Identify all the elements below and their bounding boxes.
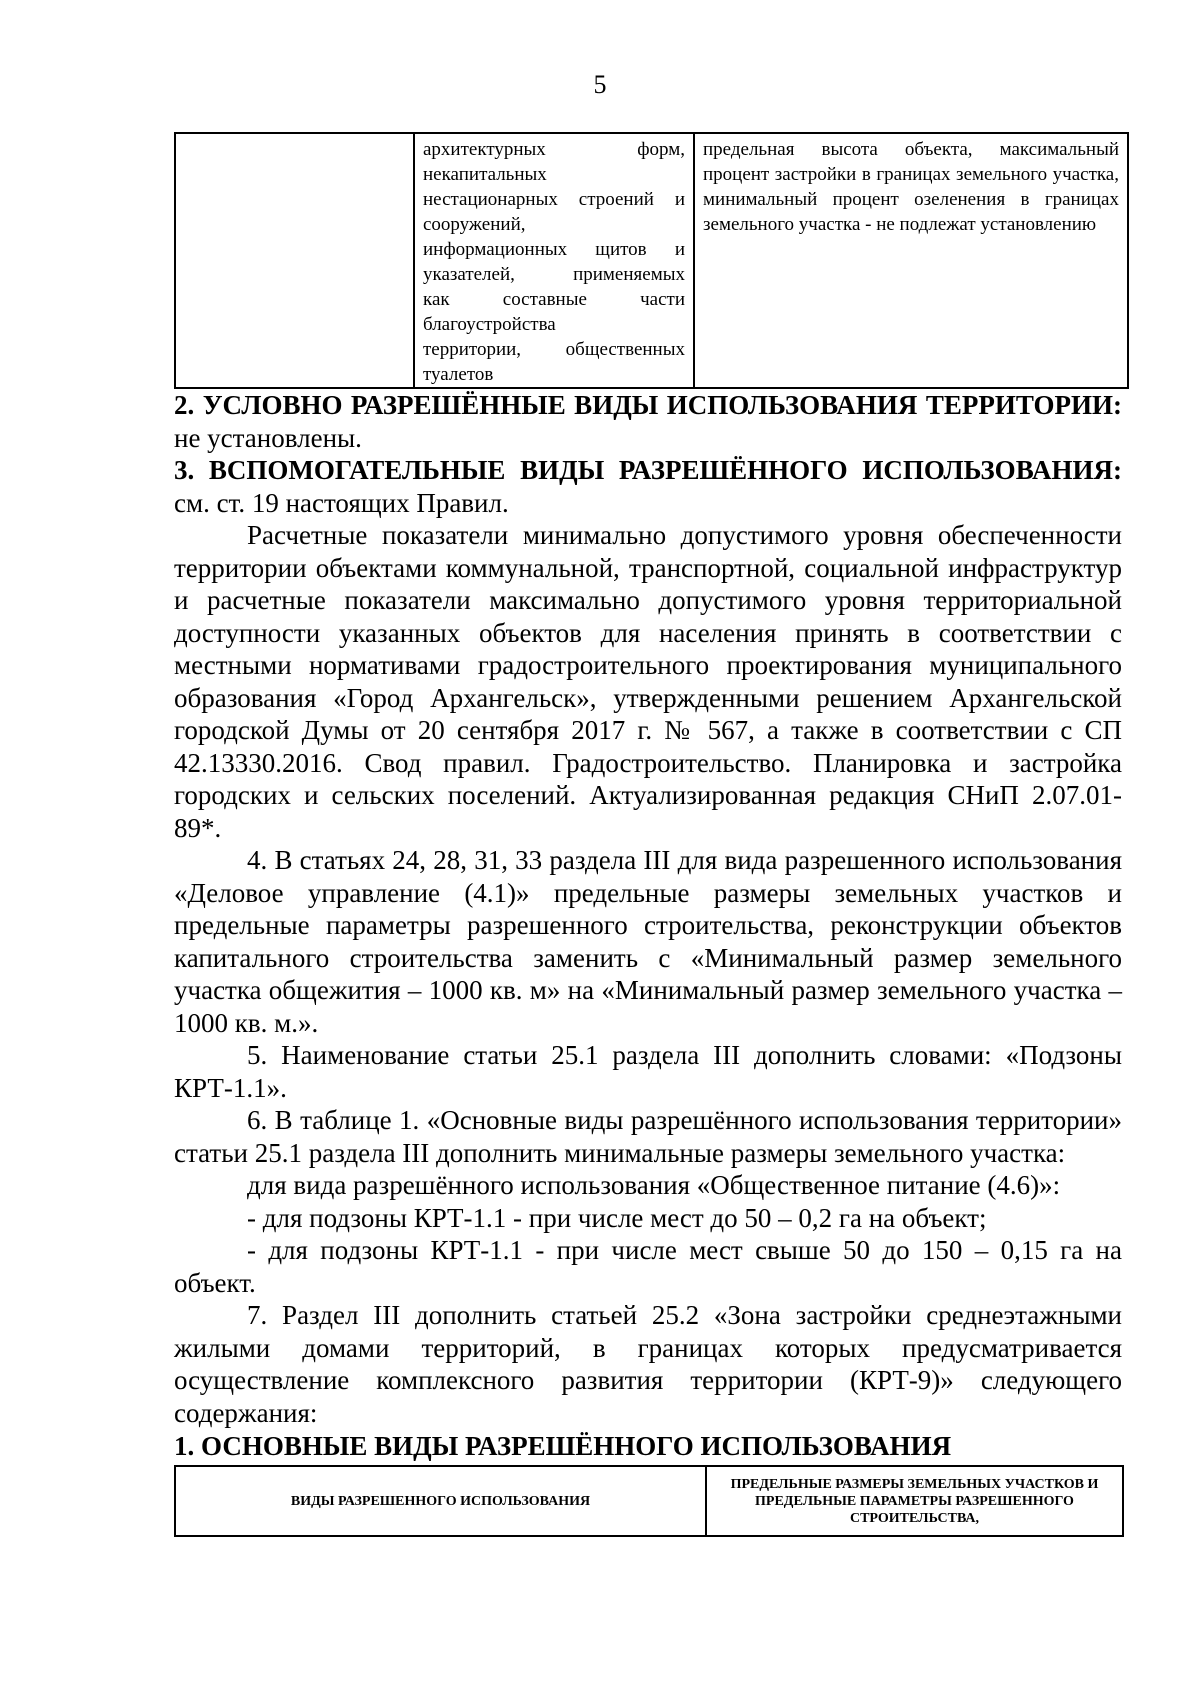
cell-line: архитектурных форм, (423, 139, 685, 160)
section-2 (174, 389, 1122, 454)
paragraph-6a: для вида разрешённого использования «Общественное питание (4.6)»: (247, 1170, 1061, 1200)
table-cell-empty (175, 133, 414, 388)
column-header-permitted-uses: ВИДЫ РАЗРЕШЕННОГО ИСПОЛЬЗОВАНИЯ (175, 1466, 706, 1536)
table-header-row (175, 1466, 1123, 1536)
cell-line: указателей, применяемых (423, 264, 685, 285)
section-3 (174, 454, 1122, 519)
cell-line: некапитальных (423, 164, 547, 185)
cell-line: как составные части (423, 289, 685, 310)
paragraph-7: 7. Раздел III дополнить статьей 25.2 «Зона застройки среднеэтажными жилыми домами территорий, в границах которых предусматривается осуществление комплексного развития территории (КРТ-9)» следующего содержания: (174, 1300, 1122, 1428)
body-text (174, 389, 1122, 1429)
table-row (175, 133, 1128, 388)
paragraph-calculation-indicators: Расчетные показатели минимально допустимого уровня обеспеченности территории объектами коммунальной, транспортной, социальной инфраструктур и расчетные показатели максимально допустимого уровня территориальной доступности указанных объектов для населения принять в соответствии с местными нормативами градостроительного проектирования муниципального образования «Город Архангельск», утвержденными решением Архангельской городской Думы от 20 сентября 2017 г. № 567, а также в соответствии с СП 42.13330.2016. Свод правил. Градостроительство. Планировка и застройка городских и сельских поселений. Актуализированная редакция СНиП 2.07.01-89*. (174, 520, 1122, 843)
section-2-text: не установлены. (174, 422, 362, 453)
page-number: 5 (593, 70, 607, 99)
table-cell-parameters: предельная высота объекта, максимальный процент застройки в границах земельного участка, минимальный процент озеленения в границах земельного участка - не подлежат установлению (694, 133, 1128, 388)
permitted-use-table (174, 1465, 1124, 1537)
paragraph-5: 5. Наименование статьи 25.1 раздела III дополнить словами: «Подзоны КРТ-1.1». (174, 1040, 1122, 1103)
table-cell-permitted-use (414, 133, 694, 388)
section-2-heading: 2. УСЛОВНО РАЗРЕШЁННЫЕ ВИДЫ ИСПОЛЬЗОВАНИЯ ТЕРРИТОРИИ: (174, 390, 1122, 420)
paragraph-6c: - для подзоны КРТ-1.1 - при числе мест свыше 50 до 150 – 0,15 га на объект. (174, 1235, 1122, 1298)
section-1-heading: 1. ОСНОВНЫЕ ВИДЫ РАЗРЕШЁННОГО ИСПОЛЬЗОВАНИЯ (174, 1431, 952, 1461)
document-content (174, 132, 1122, 1537)
cell-line: сооружений, (423, 214, 526, 235)
paragraph-4: 4. В статьях 24, 28, 31, 33 раздела III для вида разрешенного использования «Деловое управление (4.1)» предельные размеры земельных участков и предельные параметры разрешенного строительства, реконструкции объектов капитального строительства заменить с «Минимальный размер земельного участка общежития – 1000 кв. м» на «Минимальный размер земельного участка – 1000 кв. м.». (174, 845, 1122, 1038)
column-header-parameters: ПРЕДЕЛЬНЫЕ РАЗМЕРЫ ЗЕМЕЛЬНЫХ УЧАСТКОВ И ПРЕДЕЛЬНЫЕ ПАРАМЕТРЫ РАЗРЕШЕННОГО СТРОИТЕЛЬСТВА, (706, 1466, 1123, 1536)
section-3-text: см. ст. 19 настоящих Правил. (174, 487, 509, 518)
cell-line: информационных щитов и (423, 239, 685, 260)
paragraph-6: 6. В таблице 1. «Основные виды разрешённого использования территории» статьи 25.1 раздела III дополнить минимальные размеры земельного участка: (174, 1105, 1122, 1168)
cell-line: территории, общественных (423, 339, 685, 360)
section-3-heading: 3. ВСПОМОГАТЕЛЬНЫЕ ВИДЫ РАЗРЕШЁННОГО ИСПОЛЬЗОВАНИЯ: (174, 455, 1122, 485)
cell-line: благоустройства (423, 314, 556, 335)
paragraph-6b: - для подзоны КРТ-1.1 - при числе мест до 50 – 0,2 га на объект; (247, 1202, 987, 1233)
cell-line: туалетов (423, 364, 494, 385)
continued-table (174, 132, 1129, 389)
cell-line: нестационарных строений и (423, 189, 685, 210)
